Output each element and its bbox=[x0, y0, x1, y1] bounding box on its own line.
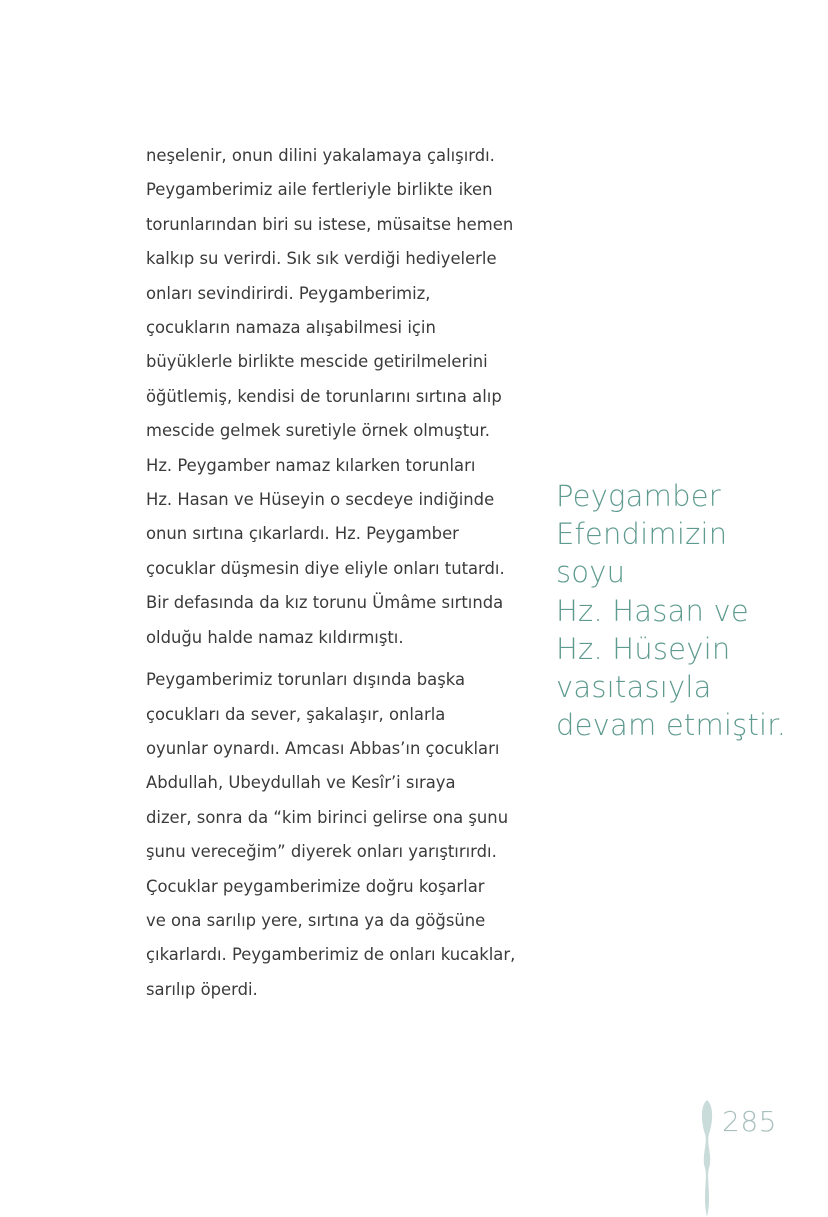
ornament-shape bbox=[702, 1100, 712, 1217]
paragraph: Peygamberimiz torunları dışında başka çocukları da sever, şakalaşır, onlarla oyunlar oynardı. Amcası Abbas’ın çocukları Abdullah, Ubeydullah ve Kesîr’i sıraya dizer, sonra da “kim birinci gelirse ona şunu şunu vereceğim” diyerek onları yarıştırırdı. Çocuklar peygamberimize doğru koşarlar ve ona sarılıp yere, sırtına ya da göğsüne çıkarlardı. Peygamberimiz de onları kucaklar, sarılıp öperdi. bbox=[146, 670, 516, 999]
page-ornament-icon bbox=[696, 1100, 718, 1217]
body-text-column bbox=[146, 139, 538, 1007]
page-number: 285 bbox=[722, 1105, 777, 1138]
pull-quote: Peygamber Efendimizin soyu Hz. Hasan ve Hz. Hüseyin vasıtasıyla devam etmiştir. bbox=[556, 479, 787, 743]
paragraph: neşelenir, onun dilini yakalamaya çalışırdı. Peygamberimiz aile fertleriyle birlikte iken torunlarından biri su istese, müsaitse hemen kalkıp su verirdi. Sık sık verdiği hediyelerle onları sevindirirdi. Peygamberimiz, çocukların namaza alışabilmesi için büyüklerle birlikte mescide getirilmelerini öğütlemiş, kendisi de torunlarını sırtına alıp mescide gelmek suretiyle örnek olmuştur. Hz. Peygamber namaz kılarken torunları Hz. Hasan ve Hüseyin o secdeye indiğinde onun sırtına çıkarlardı. Hz. Peygamber çocuklar düşmesin diye eliyle onları tutardı. Bir defasında da kız torunu Ümâme sırtında olduğu halde namaz kıldırmıştı. bbox=[146, 146, 514, 647]
